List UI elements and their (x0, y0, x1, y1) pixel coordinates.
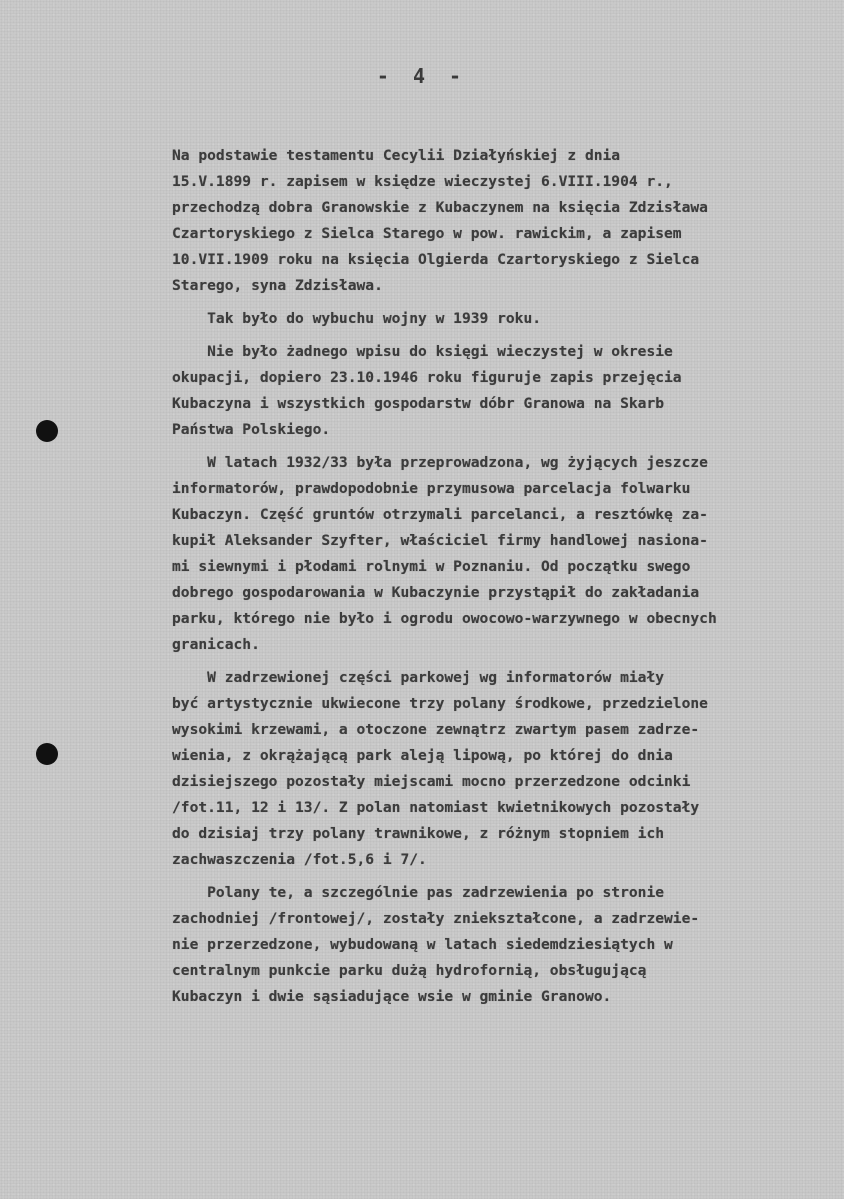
text-line: zachwaszczenia /fot.5,6 i 7/. (172, 851, 427, 868)
text-line: Nie było żadnego wpisu do księgi wieczystej w okresie (172, 343, 673, 360)
text-line: zachodniej /frontowej/, zostały zniekształcone, a zadrzewie- (172, 910, 700, 927)
punch-hole (36, 743, 58, 765)
paragraph (172, 665, 824, 873)
paragraph (172, 143, 824, 299)
text-line: wienia, z okrążającą park aleją lipową, po której do dnia (172, 747, 673, 764)
text-line: informatorów, prawdopodobnie przymusowa parcelacja folwarku (172, 480, 691, 497)
punch-hole (36, 420, 58, 442)
text-line: być artystycznie ukwiecone trzy polany środkowe, przedzielone (172, 695, 708, 712)
text-line: Tak było do wybuchu wojny w 1939 roku. (172, 310, 542, 327)
text-line: W latach 1932/33 była przeprowadzona, wg żyjących jeszcze (172, 454, 708, 471)
text-line: centralnym punkcie parku dużą hydrofornią, obsługującą (172, 962, 647, 979)
text-line: przechodzą dobra Granowskie z Kubaczynem na księcia Zdzisława (172, 199, 708, 216)
text-line: W zadrzewionej części parkowej wg informatorów miały (172, 669, 665, 686)
text-line: 15.V.1899 r. zapisem w księdze wieczystej 6.VIII.1904 r., (172, 173, 673, 190)
paragraph (172, 880, 824, 1010)
page-number: - 4 - (376, 64, 468, 88)
text-line: Kubaczyn i dwie sąsiadujące wsie w gminie Granowo. (172, 988, 612, 1005)
text-line: Na podstawie testamentu Cecylii Działyńskiej z dnia (172, 147, 621, 164)
paragraph (172, 306, 824, 332)
text-line: Kubaczyn. Część gruntów otrzymali parcelanci, a resztówkę za- (172, 506, 708, 523)
text-line: Państwa Polskiego. (172, 421, 331, 438)
text-line: okupacji, dopiero 23.10.1946 roku figuruje zapis przejęcia (172, 369, 682, 386)
text-line: parku, którego nie było i ogrodu owocowo-warzywnego w obecnych (172, 610, 717, 627)
document-body (172, 143, 824, 1017)
paragraph (172, 339, 824, 443)
text-line: mi siewnymi i płodami rolnymi w Poznaniu. Od początku swego (172, 558, 691, 575)
text-line: /fot.11, 12 i 13/. Z polan natomiast kwietnikowych pozostały (172, 799, 700, 816)
text-line: do dzisiaj trzy polany trawnikowe, z różnym stopniem ich (172, 825, 665, 842)
text-line: kupił Aleksander Szyfter, właściciel firmy handlowej nasiona- (172, 532, 708, 549)
text-line: granicach. (172, 636, 260, 653)
text-line: dzisiejszego pozostały miejscami mocno przerzedzone odcinki (172, 773, 691, 790)
text-line: wysokimi krzewami, a otoczone zewnątrz zwartym pasem zadrze- (172, 721, 700, 738)
text-line: Kubaczyna i wszystkich gospodarstw dóbr Granowa na Skarb (172, 395, 665, 412)
text-line: 10.VII.1909 roku na księcia Olgierda Czartoryskiego z Sielca (172, 251, 700, 268)
text-line: nie przerzedzone, wybudowaną w latach siedemdziesiątych w (172, 936, 673, 953)
text-line: Czartoryskiego z Sielca Starego w pow. rawickim, a zapisem (172, 225, 682, 242)
text-line: Starego, syna Zdzisława. (172, 277, 383, 294)
text-line: dobrego gospodarowania w Kubaczynie przystąpił do zakładania (172, 584, 700, 601)
paragraph (172, 450, 824, 658)
text-line: Polany te, a szczególnie pas zadrzewienia po stronie (172, 884, 665, 901)
